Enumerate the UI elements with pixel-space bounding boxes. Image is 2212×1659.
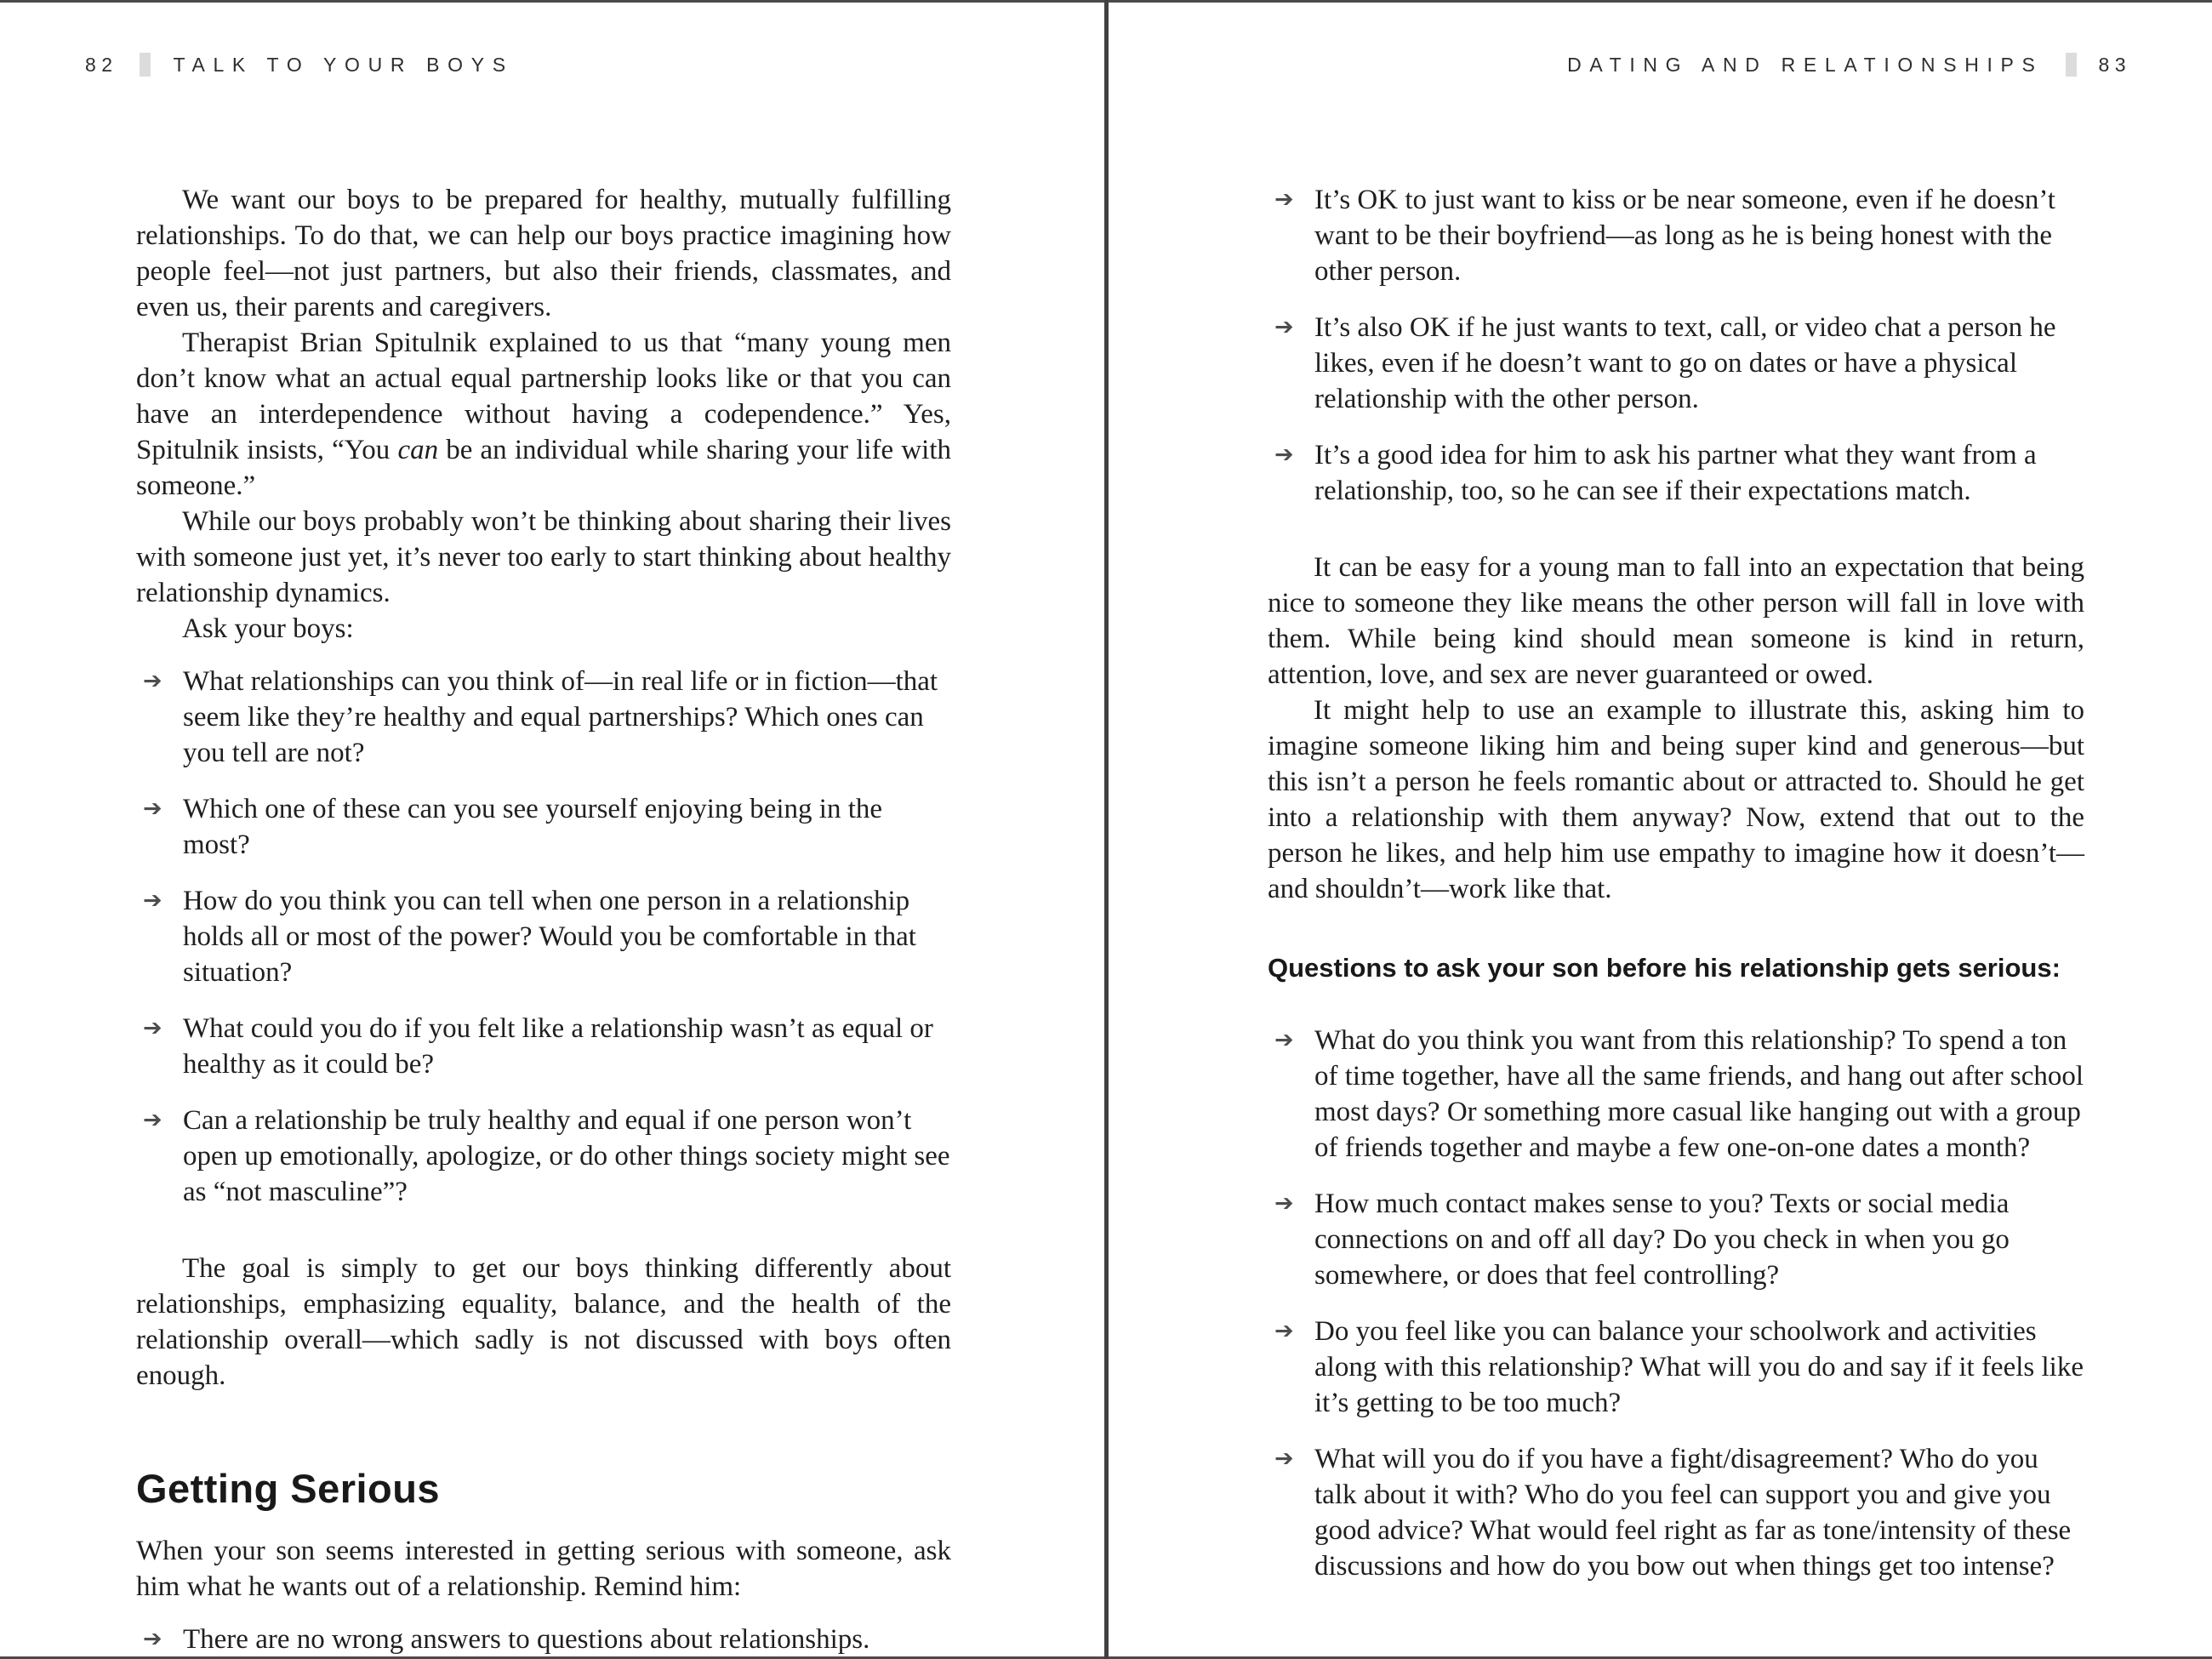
list-item [143,883,951,990]
arrow-bullet-icon: ➔ [143,795,162,822]
running-head-right [1268,49,2131,80]
paragraph-text: be an individual while sharing your life with someone.” [136,435,951,501]
paragraph: Ask your boys: [182,613,354,644]
paragraph: It can be easy for a young man to fall into an expectation that being nice to someone they like means the other person will fall in love with them. While being kind should mean someone is kind in return, attention, love, and sex are never guaranteed or owed. [1268,552,2084,690]
list-item [143,791,951,863]
bullet-text: It’s a good idea for him to ask his partner what they want from a relationship, too, so he can see if their expectations match. [1314,440,2037,506]
paragraph: When your son seems interested in getting serious with someone, ask him what he wants out of a relationship. Remind him: [136,1536,951,1602]
bullet-text: Which one of these can you see yourself enjoying being in the most? [183,794,883,860]
arrow-bullet-icon: ➔ [143,1107,162,1133]
header-bar-icon [140,53,151,77]
list-item [143,1622,951,1657]
running-head-title: DATING AND RELATIONSHIPS [1567,53,2044,76]
left-body-column [136,182,951,1657]
bullet-text: What could you do if you felt like a relationship wasn’t as equal or healthy as it could be? [183,1013,933,1080]
bullet-text: What will you do if you have a fight/disagreement? Who do you talk about it with? Who do you feel can support you and give you good advice? What would feel right as far as tone/intensity of these discussions and how do you bow out when things get too intense? [1314,1444,2072,1582]
question-list [1274,1023,2084,1584]
reminder-list [143,1622,951,1657]
page-left [85,49,953,1657]
bullet-text: What do you think you want from this relationship? To spend a ton of time together, have all the same friends, and hang out after school most days? Or something more casual like hanging out with a group of friends together and maybe a few one-on-one dates a month? [1314,1025,2084,1163]
bullet-text: Do you feel like you can balance your schoolwork and activities along with this relationship? What will you do and say if it feels like it’s getting to be too much? [1314,1316,2084,1418]
bullet-text: It’s also OK if he just wants to text, call, or video chat a person he likes, even if he doesn’t want to go on dates or have a physical relationship with the other person. [1314,312,2056,414]
header-bar-icon [2066,53,2077,77]
bullet-text: How do you think you can tell when one person in a relationship holds all or most of the power? Would you be comfortable in that situation? [183,886,916,988]
arrow-bullet-icon: ➔ [1274,1445,1294,1472]
arrow-bullet-icon: ➔ [143,668,162,694]
paragraph: The goal is simply to get our boys thinking differently about relationships, emphasizing equality, balance, and the health of the relationship overall—which sadly is not discussed with boys often enough. [136,1253,951,1391]
bullet-text: There are no wrong answers to questions about relationships. [183,1624,870,1655]
bullet-text: It’s OK to just want to kiss or be near someone, even if he doesn’t want to be their boyfriend—as long as he is being honest with the other person. [1314,185,2055,287]
list-item [1274,1186,2084,1293]
list-item [1274,310,2084,417]
page-number-right: 83 [2098,53,2131,76]
bullet-text: How much contact makes sense to you? Texts or social media connections on and off all day? Do you check in when you go somewhere, or does that feel controlling? [1314,1189,2010,1291]
arrow-bullet-icon: ➔ [1274,186,1294,213]
page-right [1268,49,2131,1584]
arrow-bullet-icon: ➔ [1274,442,1294,468]
running-head-left [85,49,953,80]
paragraph [136,325,951,504]
bullet-text: Can a relationship be truly healthy and equal if one person won’t open up emotionally, apologize, or do other things society might see as “not masculine”? [183,1105,950,1207]
list-item [1274,1314,2084,1421]
list-item [1274,1441,2084,1584]
paragraph-text: Therapist Brian Spitulnik explained to us that “many young men don’t know what an actual equal partnership looks like or that you can have an interdependence without having a codependence.” Yes, Spitulnik insists, “You [136,328,951,465]
list-item [1274,1023,2084,1166]
paragraph: We want our boys to be prepared for healthy, mutually fulfilling relationships. To do that, we can help our boys practice imagining how people feel—not just partners, but also their friends, classmates, and even us, their parents and caregivers. [136,185,951,322]
page-number-left: 82 [85,53,118,76]
list-item [1274,437,2084,509]
arrow-bullet-icon: ➔ [1274,1190,1294,1217]
arrow-bullet-icon: ➔ [1274,314,1294,340]
list-item [143,1011,951,1082]
reminder-list [1274,182,2084,509]
list-item [1274,182,2084,289]
right-body-column [1268,182,2084,1584]
italic-word: can [397,435,439,465]
arrow-bullet-icon: ➔ [143,887,162,914]
section-heading: Getting Serious [136,1466,440,1511]
list-item [143,1103,951,1210]
sub-heading: Questions to ask your son before his relationship gets serious: [1268,953,2061,983]
arrow-bullet-icon: ➔ [1274,1027,1294,1053]
list-item [143,664,951,771]
bullet-text: What relationships can you think of—in real life or in fiction—that seem like they’re healthy and equal partnerships? Which ones can you tell are not? [183,666,938,768]
arrow-bullet-icon: ➔ [143,1015,162,1041]
question-list [143,664,951,1210]
paragraph: It might help to use an example to illustrate this, asking him to imagine someone liking him and being super kind and generous—but this isn’t a person he feels romantic about or attracted to. Should he get into a relationship with them anyway? Now, extend that out to the person he likes, and help him use empathy to imagine how it doesn’t—and shouldn’t—work like that. [1268,695,2084,904]
paragraph: While our boys probably won’t be thinking about sharing their lives with someone just yet, it’s never too early to start thinking about healthy relationship dynamics. [136,506,951,608]
running-head-title: TALK TO YOUR BOYS [173,53,514,76]
spread-divider [1104,0,1109,1659]
arrow-bullet-icon: ➔ [143,1626,162,1652]
arrow-bullet-icon: ➔ [1274,1318,1294,1344]
